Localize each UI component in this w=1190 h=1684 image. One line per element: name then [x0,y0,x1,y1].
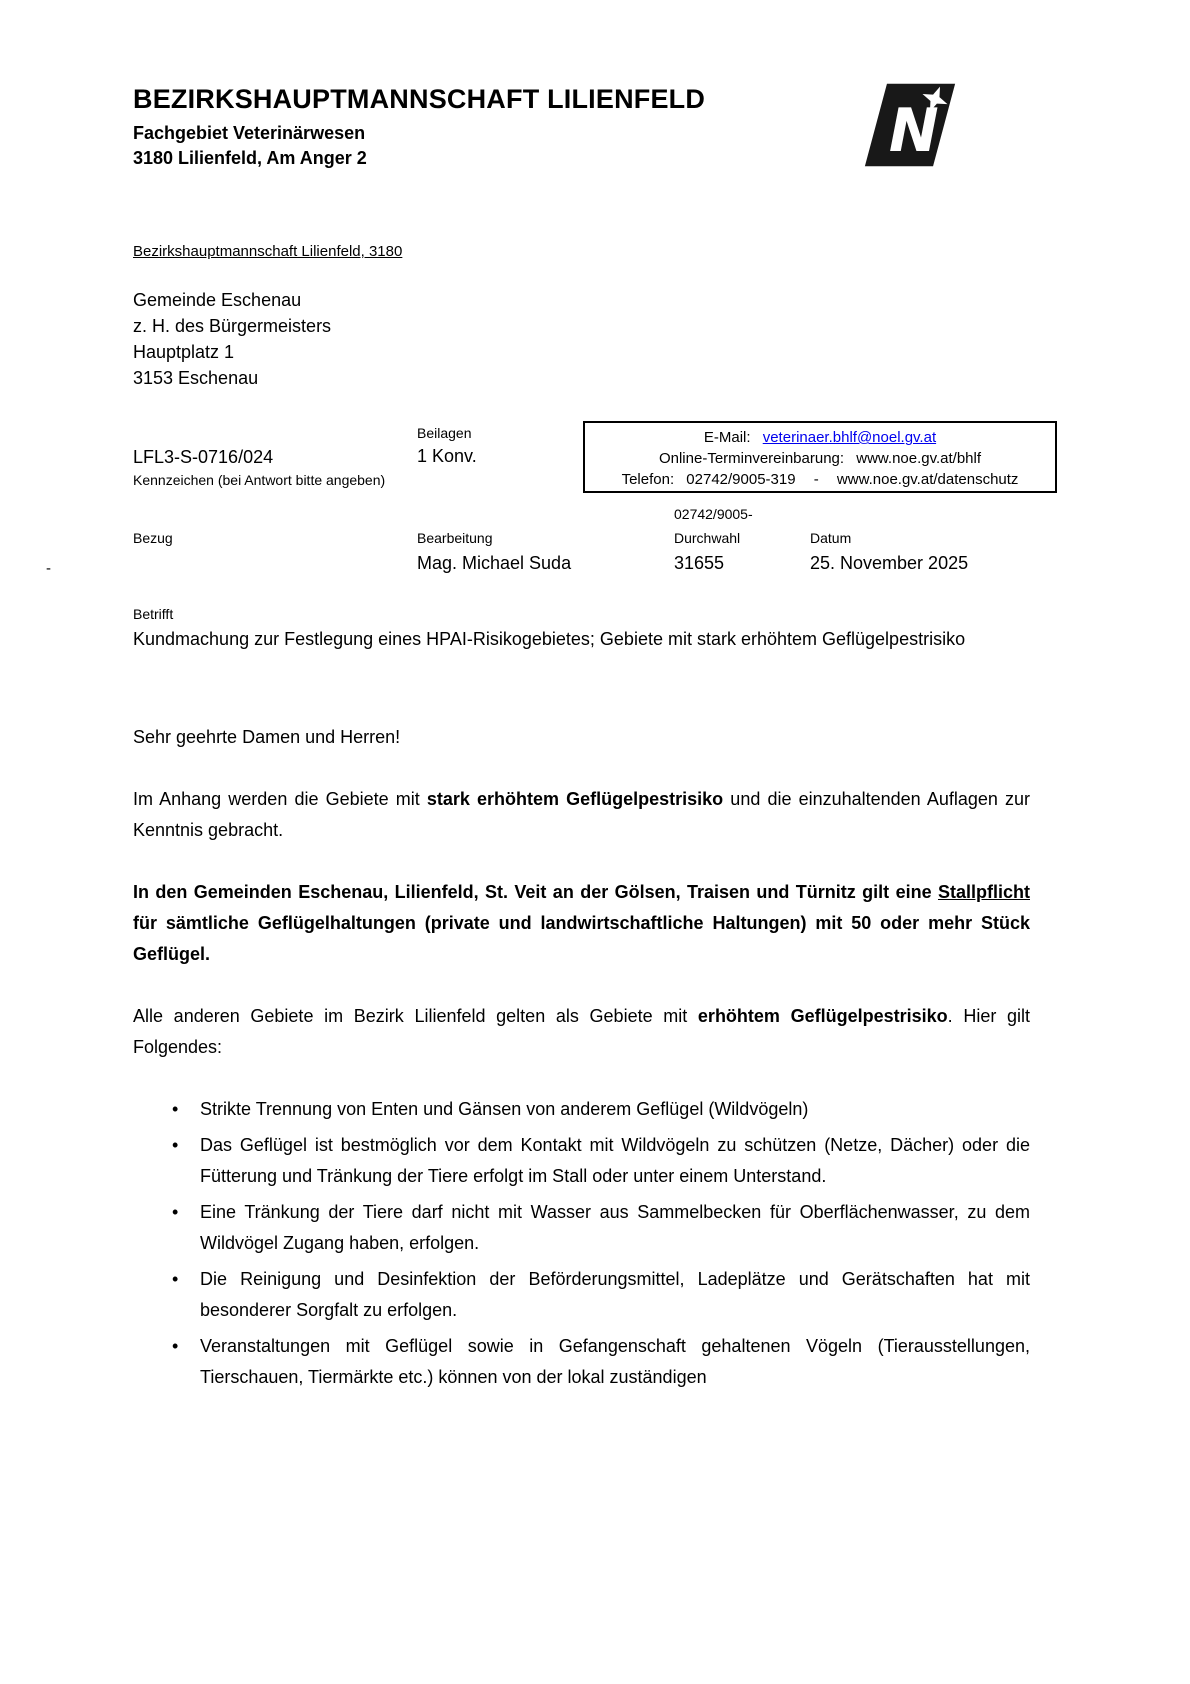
separator-dash: - [813,471,819,488]
subject-text: Kundmachung zur Festlegung eines HPAI-Risikogebietes; Gebiete mit stark erhöhtem Geflügelpestrisiko [133,629,966,649]
svg-text:N: N [888,96,939,166]
recipient-line: z. H. des Bürgermeisters [133,316,332,336]
email-label: E-Mail: [703,429,751,446]
list-item [133,1130,1030,1192]
phone-number: 02742/9005-319 [686,471,796,488]
file-reference-number: LFL3-S-0716/024 [133,447,274,467]
recipient-line: Gemeinde Eschenau [133,290,302,310]
phone-label: Telefon: [621,471,675,488]
rule-text: Veranstaltungen mit Geflügel sowie in Gefangenschaft gehaltenen Vögeln (Tierausstellungen, Tierschauen, Tiermärkte etc.) können von der lokal zuständigen [200,1336,1030,1387]
datum-label: Datum [810,530,852,546]
sender-return-address: Bezirkshauptmannschaft Lilienfeld, 3180 [133,243,403,260]
paragraph-stallpflicht: In den Gemeinden Eschenau, Lilienfeld, St. Veit an der Gölsen, Traisen und Türnitz gilt eine Stallpflicht für sämtliche Geflügelhaltungen (private und landwirtschaftliche Haltungen) mit 50 oder mehr Stück Geflügel. [133,882,1030,964]
bullet-icon: • [172,1099,179,1119]
durchwahl-prefix: 02742/9005- [674,506,753,522]
bullet-icon: • [172,1202,179,1222]
contact-appointment-line [585,448,1055,469]
authority-address: 3180 Lilienfeld, Am Anger 2 [133,148,367,168]
bullet-icon: • [172,1269,179,1289]
durchwahl-label: Durchwahl [674,530,741,546]
paragraph-annex-notice: Im Anhang werden die Gebiete mit stark erhöhtem Geflügelpestrisiko und die einzuhaltenden Auflagen zur Kenntnis gebracht. [133,789,1030,840]
list-item [133,1331,1030,1393]
file-reference-hint: Kennzeichen (bei Antwort bitte angeben) [133,472,386,488]
recipient-address [133,287,331,391]
authority-name: BEZIRKSHAUPTMANNSCHAFT LILIENFELD [133,84,706,114]
subject-label: Betrifft [133,606,174,622]
enclosures-value: 1 Konv. [417,446,477,466]
salutation: Sehr geehrte Damen und Herren! [133,727,401,747]
rule-text: Die Reinigung und Desinfektion der Beförderungsmittel, Ladeplätze und Gerätschaften hat mit besonderer Sorgfalt zu erfolgen. [200,1269,1030,1320]
letter-body [133,722,1030,1398]
case-officer-name: Mag. Michael Suda [417,553,572,573]
rule-text: Das Geflügel ist bestmöglich vor dem Kontakt mit Wildvögeln zu schützen (Netze, Dächer) oder die Fütterung und Tränkung der Tiere erfolgt im Stall oder unter einem Unterstand. [200,1135,1030,1186]
bullet-icon: • [172,1336,179,1356]
bullet-icon: • [172,1135,179,1155]
list-item [133,1094,1030,1125]
rules-list [133,1094,1030,1393]
enclosures-label: Beilagen [417,425,472,441]
appointment-label: Online-Terminvereinbarung: [658,450,845,467]
contact-phone-line [585,469,1055,490]
list-item [133,1197,1030,1259]
recipient-line: Hauptplatz 1 [133,342,235,362]
bearbeitung-label: Bearbeitung [417,530,493,546]
niederoesterreich-n-logo-icon [862,80,958,170]
paragraph-other-areas: Alle anderen Gebiete im Bezirk Lilienfeld gelten als Gebiete mit erhöhtem Geflügelpestrisiko. Hier gilt Folgendes: [133,1006,1031,1057]
email-link[interactable]: veterinaer.bhlf@noel.gv.at [762,429,937,446]
rule-text: Eine Tränkung der Tiere darf nicht mit Wasser aus Sammelbecken für Oberflächenwasser, zu dem Wildvögel Zugang haben, erfolgen. [200,1202,1030,1253]
rule-text: Strikte Trennung von Enten und Gänsen von anderem Geflügel (Wildvögeln) [200,1099,809,1119]
appointment-url: www.noe.gv.at/bhlf [856,450,982,467]
department-name: Fachgebiet Veterinärwesen [133,123,366,143]
contact-info-box [583,421,1057,493]
contact-email-line [585,427,1055,448]
margin-dash: - [46,560,51,577]
recipient-line: 3153 Eschenau [133,368,259,388]
phone-extension: 31655 [674,553,725,573]
letterhead [133,84,705,171]
letter-date: 25. November 2025 [810,553,969,573]
list-item [133,1264,1030,1326]
privacy-url: www.noe.gv.at/datenschutz [836,471,1019,488]
bezug-label: Bezug [133,530,173,546]
